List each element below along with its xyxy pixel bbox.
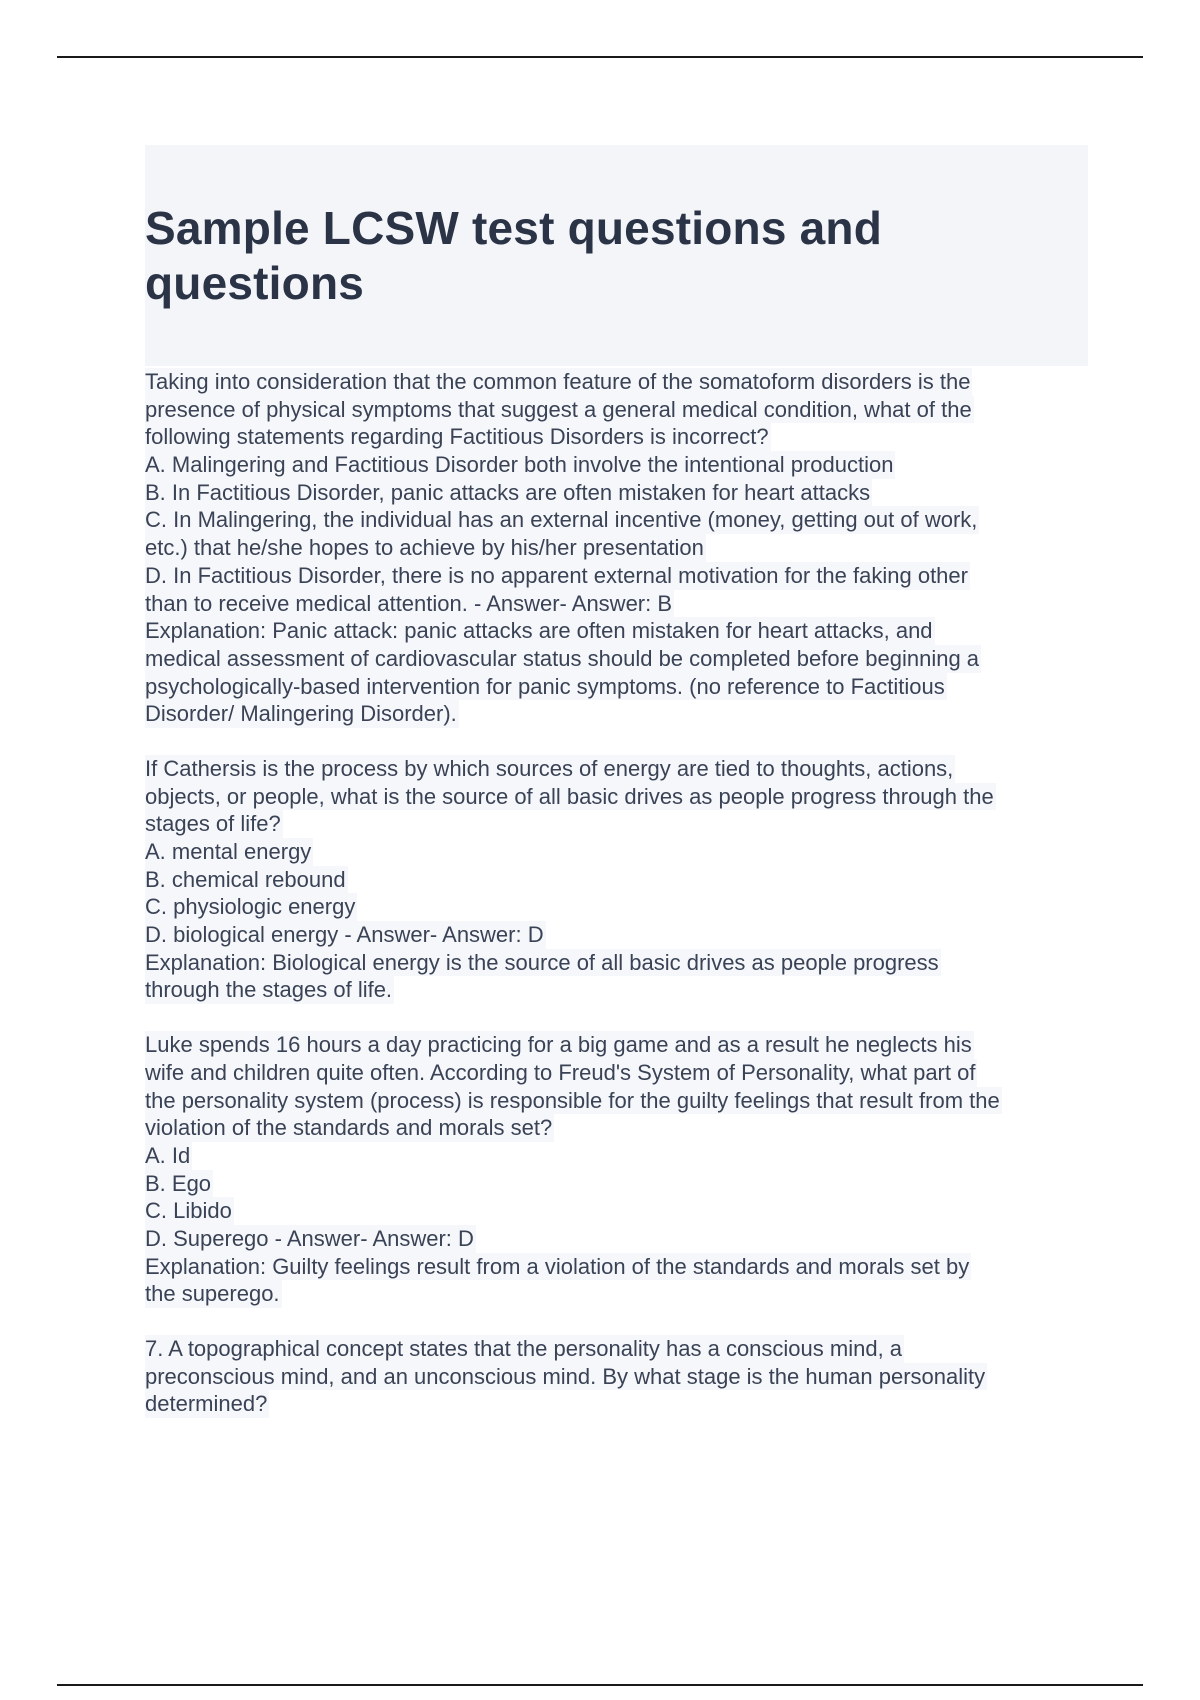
question-block-3: [145, 1031, 1090, 1308]
text-line: preconscious mind, and an unconscious mind. By what stage is the human personality: [145, 1363, 986, 1389]
answer-option: B. chemical rebound: [145, 866, 346, 892]
text-line: the personality system (process) is responsible for the guilty feelings that result from the: [145, 1087, 1000, 1113]
text-line: violation of the standards and morals set?: [145, 1115, 553, 1141]
answer-line: than to receive medical attention. - Answer- Answer: B: [145, 590, 673, 616]
explanation-line: Disorder/ Malingering Disorder).: [145, 701, 457, 727]
question-block-1: [145, 368, 1090, 728]
page-title: [145, 201, 1088, 311]
answer-option: B. In Factitious Disorder, panic attacks are often mistaken for heart attacks: [145, 479, 871, 505]
answer-option: C. physiologic energy: [145, 894, 356, 920]
answer-option: D. In Factitious Disorder, there is no apparent external motivation for the faking other: [145, 562, 968, 588]
answer-option: C. In Malingering, the individual has an external incentive (money, getting out of work,: [145, 507, 978, 533]
text-line: Taking into consideration that the common feature of the somatoform disorders is the: [145, 369, 971, 394]
text-line: Luke spends 16 hours a day practicing for a big game and as a result he neglects his: [145, 1032, 972, 1058]
answer-option: B. Ego: [145, 1170, 212, 1196]
explanation-line: Explanation: Guilty feelings result from a violation of the standards and morals set by: [145, 1253, 970, 1279]
answer-line: D. biological energy - Answer- Answer: D: [145, 922, 544, 948]
question-block-2: [145, 755, 1090, 1004]
title-banner: [145, 145, 1088, 366]
text-line: objects, or people, what is the source of all basic drives as people progress through the: [145, 783, 994, 809]
document-body: [145, 368, 1090, 1445]
bottom-rule: [57, 1684, 1143, 1686]
text-line: wife and children quite often. According to Freud's System of Personality, what part of: [145, 1059, 976, 1085]
text-line: presence of physical symptoms that suggest a general medical condition, what of the: [145, 396, 972, 422]
text-line: following statements regarding Factitious Disorders is incorrect?: [145, 424, 769, 450]
answer-option: A. Malingering and Factitious Disorder both involve the intentional production: [145, 452, 894, 478]
text-line: 7. A topographical concept states that the personality has a conscious mind, a: [145, 1336, 903, 1361]
answer-option: C. Libido: [145, 1198, 232, 1224]
text-line: stages of life?: [145, 811, 281, 837]
title-line: Sample LCSW test questions and: [145, 202, 882, 254]
answer-option: A. mental energy: [145, 839, 312, 864]
explanation-line: Explanation: Panic attack: panic attacks are often mistaken for heart attacks, and: [145, 618, 933, 644]
top-rule: [57, 56, 1143, 58]
explanation-line: through the stages of life.: [145, 977, 393, 1003]
explanation-line: psychologically-based intervention for panic symptoms. (no reference to Factitious: [145, 673, 945, 699]
answer-line: D. Superego - Answer- Answer: D: [145, 1225, 474, 1251]
answer-option: etc.) that he/she hopes to achieve by his/her presentation: [145, 535, 704, 561]
text-line: determined?: [145, 1391, 268, 1417]
explanation-line: Explanation: Biological energy is the source of all basic drives as people progress: [145, 949, 939, 975]
question-block-4: [145, 1335, 1090, 1418]
explanation-line: medical assessment of cardiovascular status should be completed before beginning a: [145, 645, 980, 671]
answer-option: A. Id: [145, 1142, 191, 1168]
text-line: If Cathersis is the process by which sources of energy are tied to thoughts, actions,: [145, 755, 954, 781]
explanation-line: the superego.: [145, 1281, 280, 1307]
title-line: questions: [145, 257, 365, 309]
